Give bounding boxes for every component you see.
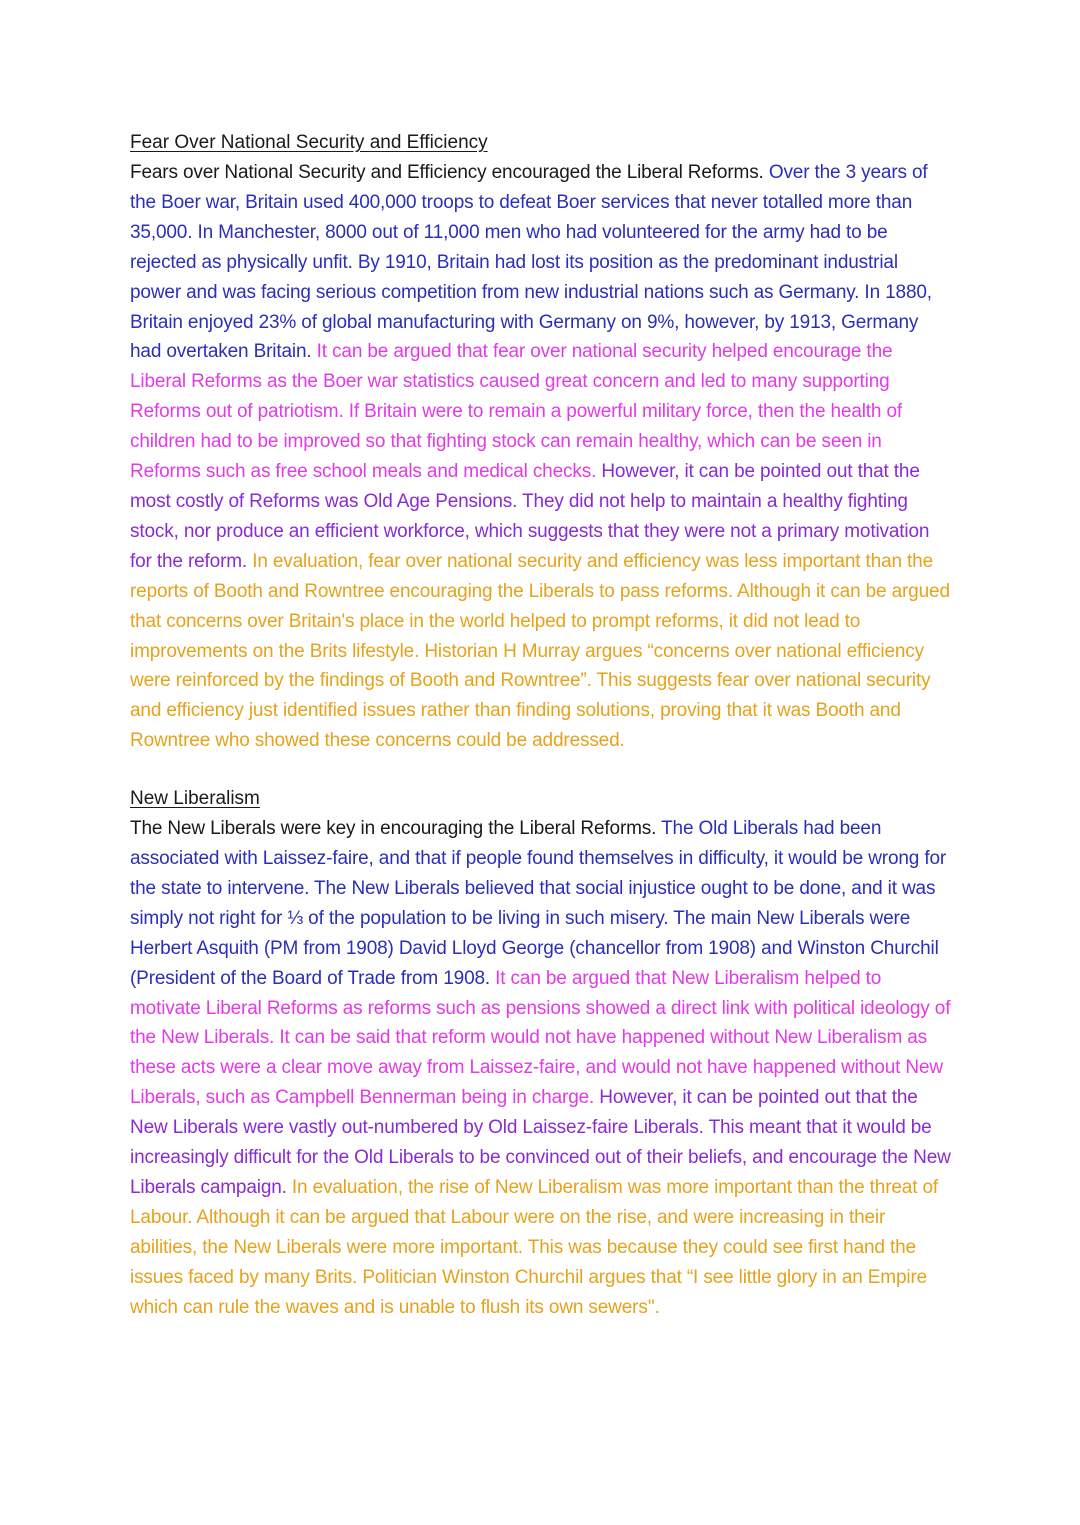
section-new-liberalism xyxy=(130,784,952,1322)
section-paragraph xyxy=(130,814,952,1322)
argument-text: It can be argued that fear over national security helped encourage the Liberal Reforms as the Boer war statistics caused great concern and led to many supporting Reforms out of patriotism. If Britain were to remain a powerful military force, then the health of children had to be improved so that fighting stock can remain healthy, which can be seen in Reforms such as free school meals and medical checks. xyxy=(130,341,903,483)
counter-argument-text: However, it can be pointed out that the most costly of Reforms was Old Age Pensions. They did not help to maintain a healthy fighting stock, nor produce an efficient workforce, which suggests that they were not a primary motivation for the reform. xyxy=(130,461,930,572)
section-heading: Fear Over National Security and Efficiency xyxy=(130,132,488,153)
evaluation-text: In evaluation, the rise of New Liberalism was more important than the threat of Labour. Although it can be argued that Labour were on the rise, and were increasing in their abilities, the New Liberals were more important. This was because they could see first hand the issues faced by many Brits. Politician Winston Churchil argues that “I see little glory in an Empire which can rule the waves and is unable to flush its own sewers''. xyxy=(130,1177,939,1318)
section-national-security xyxy=(130,128,952,756)
section-paragraph xyxy=(130,158,952,756)
section-heading: New Liberalism xyxy=(130,788,260,810)
argument-text: It can be argued that New Liberalism helped to motivate Liberal Reforms as reforms such as pensions showed a direct link with political ideology of the New Liberals. It can be said that reform would not have happened without New Liberalism as these acts were a clear move away from Laissez-faire, and would not have happened without New Liberals, such as Campbell Bennerman being in charge. xyxy=(130,967,951,1109)
evidence-text: Over the 3 years of the Boer war, Britain used 400,000 troops to defeat Boer services that never totalled more than 35,000. In Manchester, 8000 out of 11,000 men who had volunteered for the army had to be rejected as physically unfit. By 1910, Britain had lost its position as the predominant industrial power and was facing serious competition from new industrial nations such as Germany. In 1880, Britain enjoyed 23% of global manufacturing with Germany on 9%, however, by 1913, Germany had overtaken Britain. xyxy=(130,162,932,363)
counter-argument-text: However, it can be pointed out that the New Liberals were vastly out-numbered by Old Laissez-faire Liberals. This meant that it would be increasingly difficult for the Old Liberals to be convinced out of their beliefs, and encourage the New Liberals campaign. xyxy=(130,1087,951,1198)
intro-statement: Fears over National Security and Efficiency encouraged the Liberal Reforms. xyxy=(130,162,769,183)
evaluation-text: In evaluation, fear over national security and efficiency was less important than the reports of Booth and Rowntree encouraging the Liberals to pass reforms. Although it can be argued that concerns over Britain's place in the world helped to prompt reforms, it did not lead to improvements on the Brits lifestyle. Historian H Murray argues “concerns over national efficiency were reinforced by the findings of Booth and Rowntree”. This suggests fear over national security and efficiency just identified issues rather than finding solutions, proving that it was Booth and Rowntree who showed these concerns could be addressed. xyxy=(130,550,950,752)
evidence-text: The Old Liberals had been associated with Laissez-faire, and that if people found themselves in difficulty, it would be wrong for the state to intervene. The New Liberals believed that social injustice ought to be done, and it was simply not right for ⅓ of the population to be living in such misery. The main New Liberals were Herbert Asquith (PM from 1908) David Lloyd George (chancellor from 1908) and Winston Churchil (President of the Board of Trade from 1908. xyxy=(130,818,947,989)
intro-statement: The New Liberals were key in encouraging the Liberal Reforms. xyxy=(130,818,662,840)
document-page xyxy=(130,128,952,1323)
